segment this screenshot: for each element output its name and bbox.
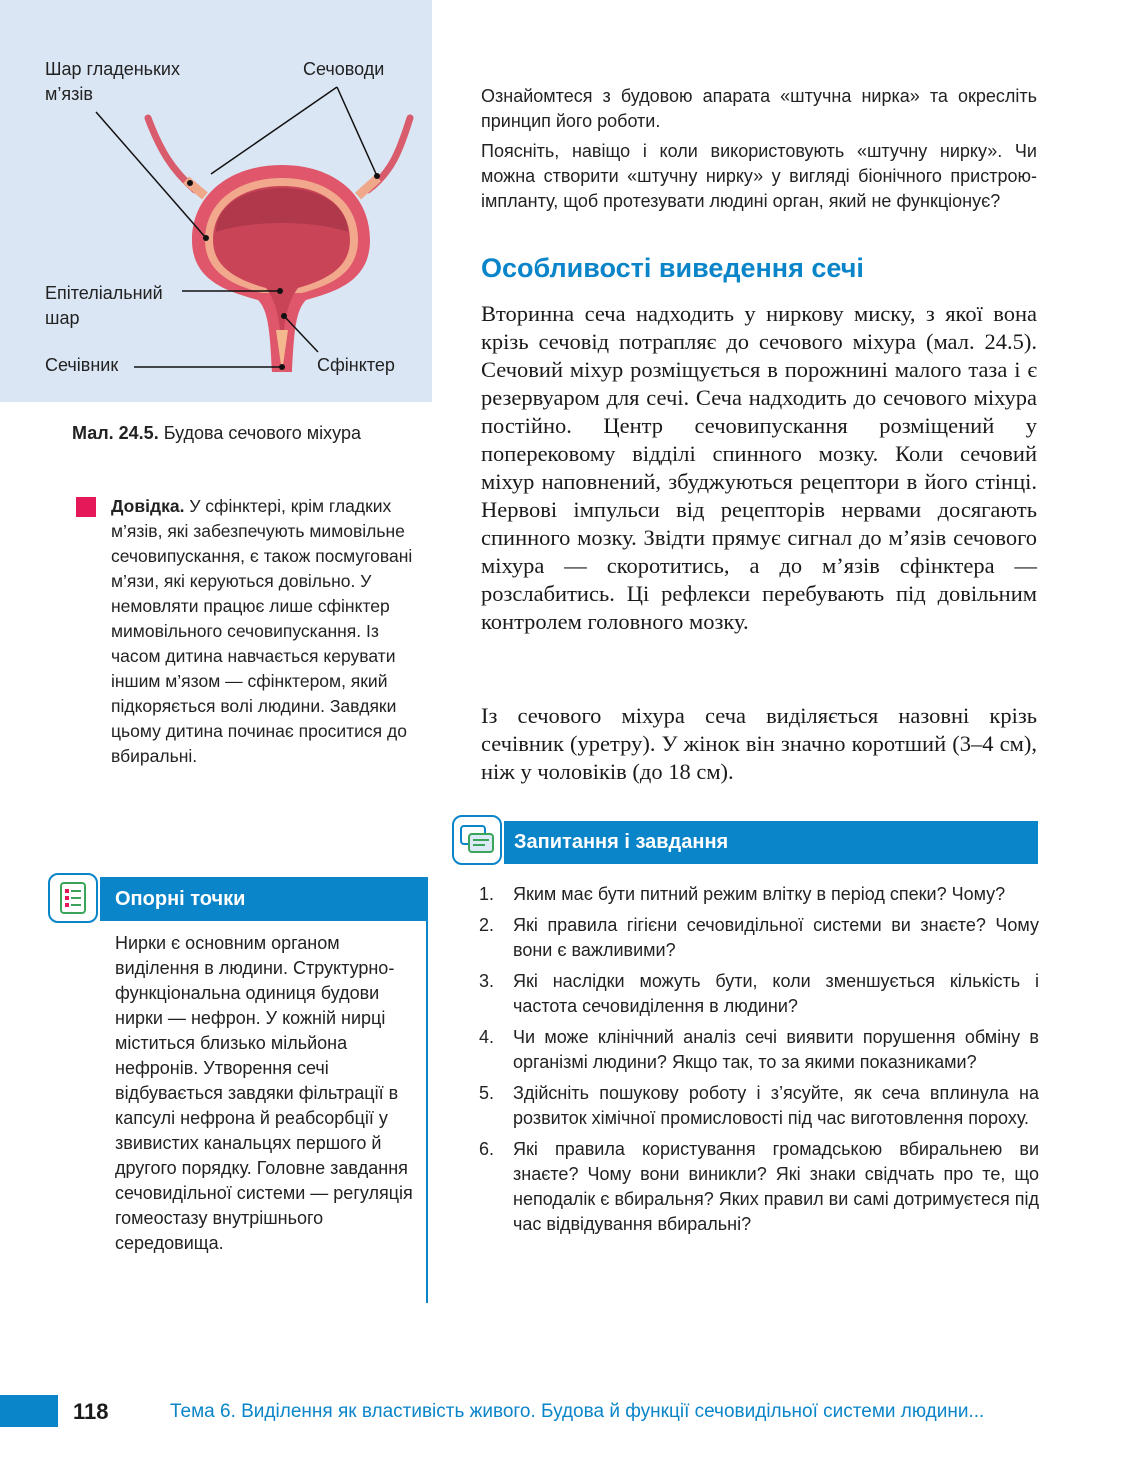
chat-bubbles-icon: [452, 815, 502, 865]
question-text: Які наслідки можуть бути, коли зменшується кількість і частота сечовиділення в людини?: [513, 971, 1039, 1016]
question-text: Яким має бути питний режим влітку в період спеки? Чому?: [513, 884, 1006, 904]
caption-text: Будова сечового міхура: [163, 423, 361, 443]
note-label: Довідка.: [111, 496, 185, 516]
label-ureters: Сечоводи: [303, 59, 385, 79]
key-points-box: [44, 873, 430, 1305]
question-number: 3.: [479, 971, 495, 991]
checklist-icon: [48, 873, 98, 923]
label-sphincter: Сфінктер: [317, 355, 395, 375]
question-number: 2.: [479, 915, 495, 935]
note-marker: [76, 497, 96, 517]
question-number: 1.: [479, 884, 495, 904]
key-points-title: Опорні точки: [100, 877, 428, 921]
question-item: [479, 1081, 1039, 1131]
caption-label: Мал. 24.5.: [72, 423, 159, 443]
note-text: У сфінктері, крім гладких м’язів, які забезпечують мимовільне сечовипускання, є також посмуговані м’язи, які керуються довільно. У немовляти працює лише сфінктер мимовільного сечовипускання. Із часом дитина навчається керувати іншим м’язом — сфінктером, який підкоряється волі людини. Завдяки цьому дитина починає проситися до вбиральні.: [111, 496, 413, 766]
question-item: [479, 969, 1039, 1019]
body-paragraph-2: Із сечового міхура сеча виділяється назовні крізь сечівник (уретру). У жінок він значно коротший (3–4 см), ніж у чоловіків (до 18 см).: [481, 703, 1037, 784]
question-text: Які правила гігієни сечовидільної системи ви знаєте? Чому вони є важливими?: [513, 915, 1039, 960]
body-paragraph-1: Вторинна сеча надходить у ниркову миску, з якої вона крізь сечовід потрапляє до сечового міхура (мал. 24.5). Сечовий міхур розміщується в порожнині малого таза і є резервуаром для сечі. Сеча надходить до сечового міхура постійно. Центр сечовипускання розміщений у поперековому відділі спинного мозку. Коли сечовий міхур наповнений, збуджуються рецептори в його стінці. Нервові імпульси від рецепторів нервами досягають спинного мозку. Звідти прямує сигнал до м’язів сечового міхура — скоротитись, а до м’язів сфінктера — розслабитись. Ці рефлекси перебувають під довільним контролем головного мозку.: [481, 301, 1037, 634]
intro-paragraph-2: Поясніть, навіщо і коли використовують «штучну нирку». Чи можна створити «штучну нирку» у вигляді біонічного пристрою-імпланту, щоб протезувати людині орган, який не функціонує?: [481, 141, 1037, 211]
questions-title: Запитання і завдання: [504, 821, 1038, 864]
questions-header: [452, 815, 1040, 871]
question-text: Чи може клінічний аналіз сечі виявити порушення обміну в організмі людини? Якщо так, то за якими показниками?: [513, 1027, 1039, 1072]
question-item: [479, 1025, 1039, 1075]
footer-accent-bar: [0, 1395, 58, 1427]
label-smooth-muscle: Шар гладеньких м’язів: [45, 59, 180, 104]
question-text: Здійсніть пошукову роботу і з’ясуйте, як сеча вплинула на розвиток хімічної промисловості під час виготовлення пороху.: [513, 1083, 1039, 1128]
question-number: 5.: [479, 1083, 495, 1103]
bladder-figure-panel: [0, 0, 432, 402]
running-footer: Тема 6. Виділення як властивість живого. Будова й функції сечовидільної системи людини...: [170, 1401, 985, 1422]
question-number: 6.: [479, 1139, 495, 1159]
key-points-border: [426, 921, 428, 1303]
questions-list: [479, 882, 1039, 1243]
page-number: 118: [73, 1399, 109, 1424]
label-epithelial: Епітеліальний шар: [45, 283, 163, 328]
question-item: [479, 882, 1039, 907]
figure-caption: [72, 423, 361, 444]
question-item: [479, 913, 1039, 963]
intro-paragraph-1: Ознайомтеся з будовою апарата «штучна нирка» та окресліть принцип його роботи.: [481, 86, 1037, 131]
label-urethra: Сечівник: [45, 355, 119, 375]
key-points-text: Нирки є основним органом виділення в людини. Структурно-функціональна одиниця будови нирки — нефрон. У кожній нирці міститься близько мільйона нефронів. Утворення сечі відбувається завдяки фільтрації в капсулі нефрона й реабсорбції у звивистих канальцях першого й другого порядку. Головне завдання сечовидільної системи — регуляція гомеостазу внутрішнього середовища.: [115, 933, 413, 1253]
section-title: Особливості виведення сечі: [481, 253, 864, 283]
question-item: [479, 1137, 1039, 1237]
note-block: [111, 494, 421, 769]
question-number: 4.: [479, 1027, 495, 1047]
question-text: Які правила користування громадською вбиральнею ви знаєте? Чому вони виникли? Які знаки свідчать про те, що неподалік є вбиральня? Яких правил ви самі дотримуєтеся під час відвідування вбиральні?: [513, 1139, 1039, 1234]
